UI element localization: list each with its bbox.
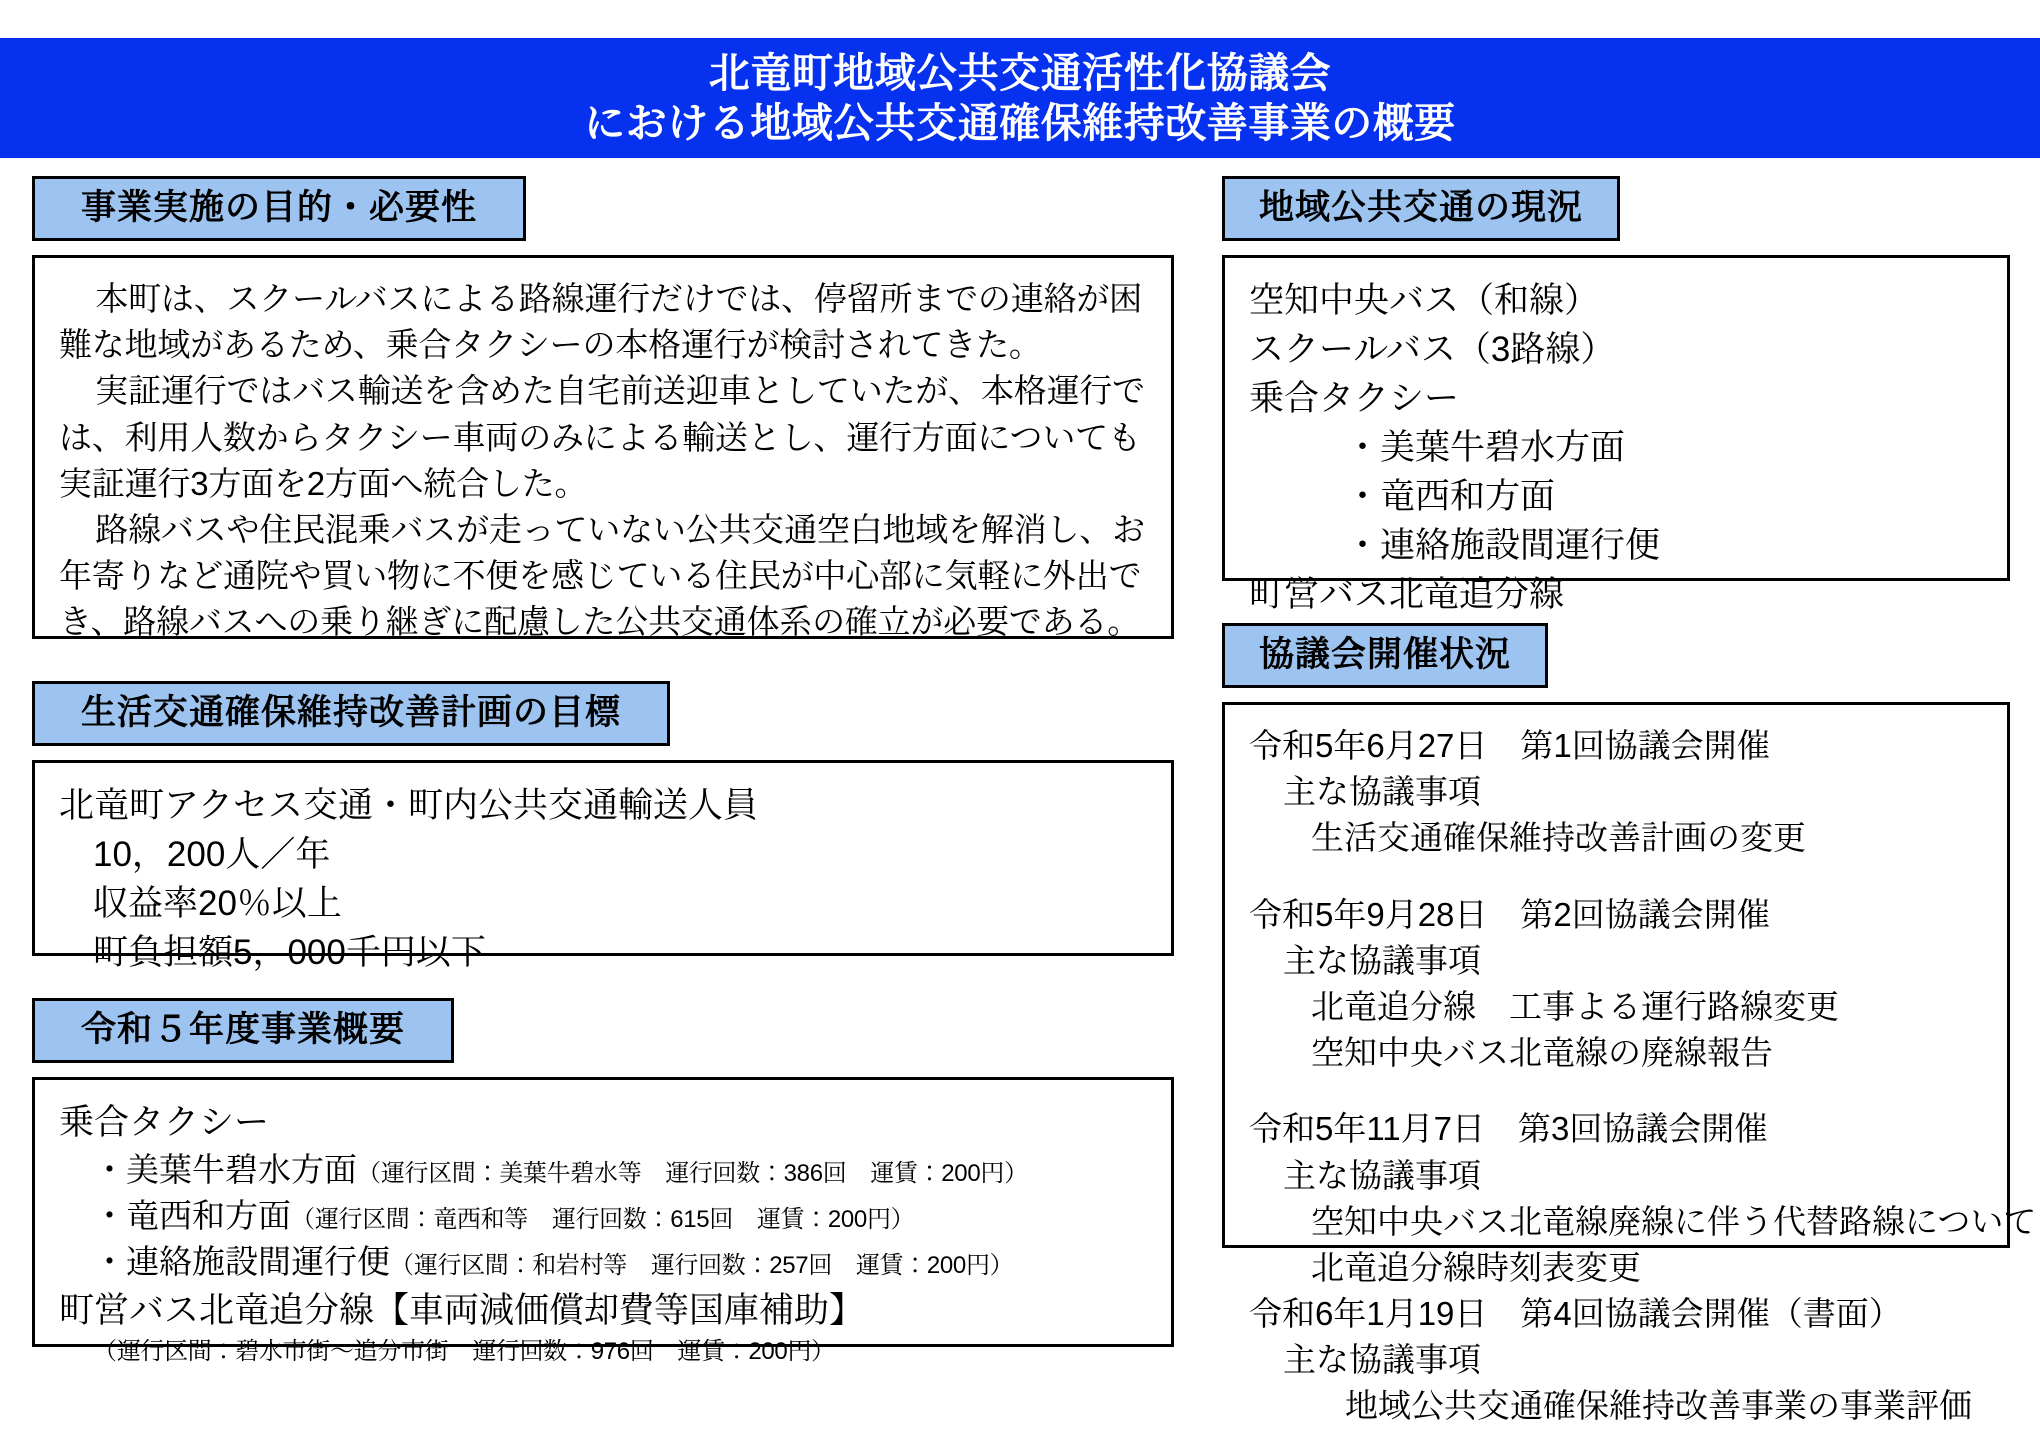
meeting-subhead: 主な協議事項 (1283, 1341, 1481, 1379)
overview-box (32, 1077, 1174, 1365)
overview-route-name: 美葉牛碧水方面 (126, 1151, 357, 1188)
section-heading-goal: 生活交通確保維持改善計画の目標 (32, 681, 670, 746)
goal-line-4: 町負担額5，000千円以下 (93, 933, 486, 972)
meeting-subhead: 主な協議事項 (1283, 773, 1481, 811)
purpose-paragraph-2: 実証運行ではバス輸送を含めた自宅前送迎車としていたが、本格運行では、利用人数からタクシー車両のみによる輸送とし、運行方面についても実証運行3方面を2方面へ統合した。 (59, 372, 1145, 502)
spacer (1222, 688, 2010, 702)
meeting-date-title: 令和5年11月7日 第3回協議会開催 (1249, 1110, 1768, 1148)
bullet-icon (93, 1243, 126, 1280)
purpose-box (32, 255, 1174, 639)
overview-town-bus-detail: （運行区間：碧水市街～追分市街 運行回数：976回 運賃：200円） (93, 1337, 835, 1365)
section-heading-overview: 令和５年度事業概要 (32, 998, 454, 1063)
status-item: 空知中央バス（和線） (1249, 281, 1600, 320)
overview-route-row (59, 1193, 1149, 1239)
overview-route-name: 竜西和方面 (126, 1197, 291, 1235)
spacer (32, 1063, 1174, 1077)
spacer (1222, 241, 2010, 255)
meeting-topic: 北竜追分線時刻表変更 (1311, 1248, 1641, 1286)
spacer (1249, 862, 1985, 892)
status-item: ・美葉牛碧水方面 (1345, 428, 1626, 467)
page-title-line-1: 北竜町地域公共交通活性化協議会 (708, 49, 1332, 96)
meeting-date-title: 令和5年9月28日 第2回協議会開催 (1249, 895, 1770, 933)
goal-line-2: 10，200人／年 (93, 835, 331, 874)
overview-route-detail: （運行区間：竜西和等 運行回数：615回 運賃：200円） (291, 1206, 915, 1234)
section-heading-status: 地域公共交通の現況 (1222, 176, 1620, 241)
purpose-paragraph-3: 路線バスや住民混乗バスが走っていない公共交通空白地域を解消し、お年寄りなど通院や買い物に不便を感じている住民が中心部に気軽に外出でき、路線バスへの乗り継ぎに配慮した公共交通体系の確立が必要である。 (59, 510, 1145, 641)
bullet-icon (93, 1197, 126, 1234)
section-heading-meetings: 協議会開催状況 (1222, 623, 1548, 688)
meeting-subhead: 主な協議事項 (1283, 1156, 1481, 1194)
page-title-line-2: における地域公共交通確保維持改善事業の概要 (584, 100, 1456, 146)
goal-box (32, 760, 1174, 972)
status-item: 乗合タクシー (1249, 379, 1460, 418)
meeting-topic: 北竜追分線 工事よる運行路線変更 (1311, 987, 1839, 1025)
spacer (32, 746, 1174, 760)
overview-route-row (59, 1147, 1149, 1193)
status-box (1222, 255, 2010, 614)
meeting-subhead: 主な協議事項 (1283, 941, 1481, 979)
status-item: 町営バス北竜追分線 (1249, 575, 1565, 614)
overview-route-name: 連絡施設間運行便 (126, 1243, 390, 1281)
left-column (32, 176, 1174, 1365)
meeting-topic: 空知中央バス北竜線の廃線報告 (1311, 1034, 1773, 1072)
meeting-topic: 空知中央バス北竜線廃線に伴う代替路線について (1311, 1202, 2037, 1240)
meeting-topic: 生活交通確保維持改善計画の変更 (1311, 819, 1806, 857)
overview-route-detail: （運行区間：美葉牛碧水等 運行回数：386回 運賃：200円） (357, 1160, 1028, 1187)
spacer (32, 241, 1174, 255)
spacer (1249, 1076, 1985, 1106)
status-item: ・竜西和方面 (1345, 477, 1556, 516)
overview-route-row (59, 1239, 1149, 1285)
goal-line-1: 北竜町アクセス交通・町内公共交通輸送人員 (59, 786, 758, 825)
meeting-date-title: 令和5年6月27日 第1回協議会開催 (1249, 727, 1770, 764)
goal-line-3: 収益率20％以上 (93, 884, 342, 923)
page-title-banner (0, 38, 2040, 158)
status-item: スクールバス（3路線） (1249, 330, 1616, 369)
purpose-paragraph-1: 本町は、スクールバスによる路線運行だけでは、停留所までの連絡が困難な地域があるため、乗合タクシーの本格運行が検討されてきた。 (59, 280, 1142, 364)
bullet-icon (93, 1151, 126, 1188)
right-column (1222, 176, 2037, 1425)
status-item: ・連絡施設間運行便 (1345, 526, 1661, 565)
meeting-date-title: 令和6年1月19日 第4回協議会開催（書面） (1249, 1295, 1902, 1333)
overview-route-detail: （運行区間：和岩村等 運行回数：257回 運賃：200円） (390, 1252, 1014, 1280)
overview-taxi-label: 乗合タクシー (59, 1103, 270, 1142)
section-heading-purpose: 事業実施の目的・必要性 (32, 176, 526, 241)
overview-town-bus-label: 町営バス北竜追分線【車両減価償却費等国庫補助】 (59, 1290, 865, 1330)
meetings-box (1222, 702, 2037, 1425)
meeting-topic: 地域公共交通確保維持改善事業の事業評価 (1345, 1387, 1972, 1425)
